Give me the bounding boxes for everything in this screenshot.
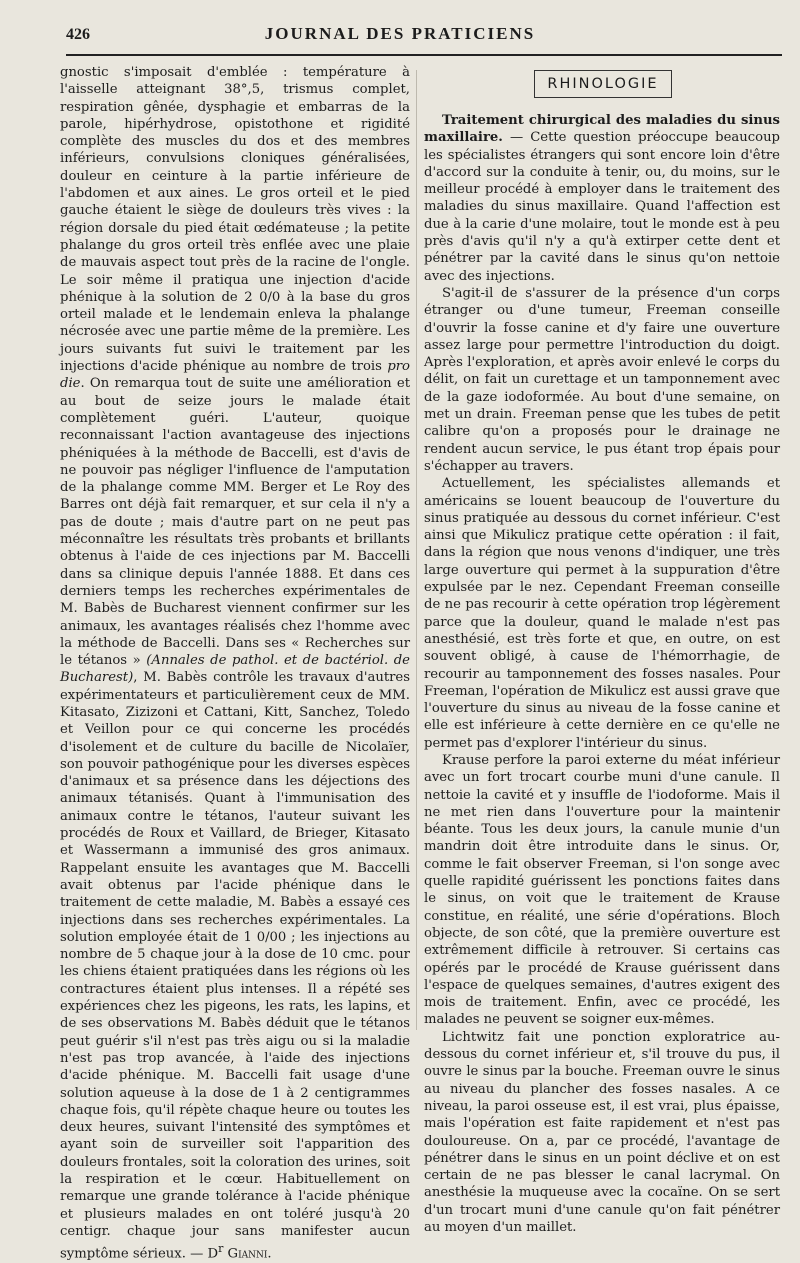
paragraph-text: — Cette question préoccupe beaucoup les spécialistes étrangers qui sont encore loin d'être d'accord sur la conduite à tenir, ou, du moins, sur le meilleur procédé à employer dans le traitement des maladies du sinus maxillaire. Quand l'affection est due à la carie d'une molaire, tout le monde est à peu près d'avis qu'il n'y a qu'à extirper cette dent et pénétrer par la cavité dans le sinus qu'on nettoie avec des injections.: [424, 130, 780, 284]
section-heading: RHINOLOGIE: [534, 70, 672, 98]
italic-phrase: pro die: [60, 359, 410, 392]
article-first-paragraph: [424, 112, 780, 285]
left-column: [60, 64, 410, 1262]
paragraph-text: , M. Babès contrôle les travaux d'autres expérimentateurs et particulièrement ceux de MM. Kitasato, Zizizoni et Cattani, Kitt, Sanchez, Toledo et Veillon pour ce qui concerne les procédés d'isolement et de culture du bacille de Nicolaïer, son pouvoir pathogénique pour les diverses espèces d'animaux et sa présence dans les déjections des animaux tétanisés. Quant à l'immunisation des animaux contre le tétanos, l'auteur suivant les procédés de Roux et Vaillard, de Brieger, Kitasato et Wassermann a immunisé des gros animaux. Rappelant ensuite les avantages que M. Baccelli avait obtenus par l'acide phénique dans le traitement de cette maladie, M. Babès a essayé ces injections dans ses recherches expérimentales. La solution employée était de 1 0/00 ; les injections au nombre de 5 chaque jour à la dose de 10 cmc. pour les chiens étaient pratiquées dans les régions où les contractures étaient plus intenses. Il a répété ses expériences chez les pigeons, les rats, les lapins, et de ses observations M. Babès déduit que le tétanos peut guérir s'il n'est pas très aigu ou si la maladie n'est pas trop avancée, à l'aide des injections d'acide phénique. M. Baccelli fait usage d'une solution aqueuse à la dose de 1 à 2 centigrammes chaque fois, qu'il répète chaque heure ou toutes les deux heures, suivant l'intensité des symptômes et ayant soin de surveiller soit l'apparition des douleurs frontales, soit la coloration des urines, soit la respiration et le cœur. Habituellement on remarque une grande tolérance à l'acide phénique et plusieurs malades en ont toléré jusqu'à 20 centigr. chaque jour sans manifester aucun symptôme sérieux. — D: [60, 670, 410, 1262]
journal-citation: (Annales de pathol. et de bactériol. de Bucharest): [60, 653, 410, 686]
paragraph: Actuellement, les spécialistes allemands et américains se louent beaucoup de l'ouverture du sinus pratiquée au dessous du cornet inférieur. C'est ainsi que Mikulicz pratique cette opération : il fait, dans la région que nous venons d'indiquer, une très large ouverture qui permet à la suppuration d'être expulsée par le nez. Cependant Freeman conseille de ne pas recourir à cette opération trop légèrement parce que la douleur, quand le malade n'est pas anesthésié, est très forte et que, en outre, on est souvent obligé, à cause de l'hémorrhagie, de recourir au tamponnement des fosses nasales. Pour Freeman, l'opération de Mikulicz est aussi grave que l'ouverture du sinus au niveau de la fosse canine et elle est inférieure à cette dernière en ce qu'elle ne permet pas d'explorer l'intérieur du sinus.: [424, 476, 780, 751]
signature-superscript: r: [218, 1242, 224, 1256]
page-header: [0, 0, 800, 60]
paragraph-text: gnostic s'imposait d'emblée : température à l'aisselle atteignant 38°,5, trismus complet, respiration gênée, dysphagie et embarras de la parole, hipérhydrose, opistothone et rigidité complète des muscles du dos et des membres inférieurs, convulsions cloniques généralisées, douleur en ceinture à la partie inférieure de l'abdomen et aux aines. Le gros orteil et le pied gauche étaient le siège de douleurs très vives : la région dorsale du pied était œdémateuse ; la petite phalange du gros orteil très enflée avec une plaie de mauvais aspect tout près de la racine de l'ongle. Le soir même il pratiqua une injection d'acide phénique à la solution de 2 0/0 à la base du gros orteil malade et le lendemain enleva la phalange nécrosée avec une partie même de la première. Les jours suivants fut suivi le traitement par les injections d'acide phénique au nombre de trois: [60, 65, 410, 375]
right-column: [424, 64, 780, 1235]
paragraph: Lichtwitz fait une ponction exploratrice au-dessous du cornet inférieur et, s'il trouve du pus, il ouvre le sinus par la bouche. Freeman ouvre le sinus au niveau du plancher des fosses nasales. A ce niveau, la paroi osseuse est, il est vrai, plus épaisse, mais l'opération est faite rapidement et n'est pas douloureuse. On a, par ce procédé, l'avantage de pénétrer dans le sinus en un point déclive et on est certain de ne pas blesser le canal lacrymal. On anesthésie la muqueuse avec la cocaïne. On se sert d'un trocart muni d'une canule qu'on fait pénétrer au moyen d'un maillet.: [424, 1029, 780, 1235]
running-title: JOURNAL DES PRATICIENS: [264, 24, 536, 43]
page-number: 426: [66, 26, 90, 43]
author-signature: Gianni.: [223, 1246, 272, 1262]
column-divider: [416, 70, 417, 1030]
header-rule: [66, 54, 782, 56]
tetanus-article-paragraph: [60, 64, 410, 1263]
paragraph: S'agit-il de s'assurer de la présence d'un corps étranger ou d'une tumeur, Freeman conseille d'ouvrir la fosse canine et d'y faire une ouverture assez large pour permettre l'introduction du doigt. Après l'exploration, et après avoir enlevé le corps du délit, on fait un curettage et un tamponnement avec de la gaze iodoformée. Au bout d'une semaine, on met un drain. Freeman pense que les tubes de petit calibre qu'on a proposés pour le drainage ne rendent aucun service, le pus étant trop épais pour s'échapper au travers.: [424, 285, 780, 474]
paragraph: Krause perfore la paroi externe du méat inférieur avec un fort trocart courbe muni d'une canule. Il nettoie la cavité et y insuffle de l'iodoforme. Mais il ne met rien dans l'ouverture pour la maintenir béante. Tous les deux jours, la canule munie d'un mandrin doit être introduite dans le sinus. Or, comme le fait observer Freeman, si l'on songe avec quelle rapidité guérissent les ponctions faites dans le sinus, on voit que le traitement de Krause constitue, en réalité, une série d'opérations. Bloch objecte, de son côté, que la première ouverture est extrêmement difficile à retrouver. Si certains cas opérés par le procédé de Krause guérissent dans l'espace de quelques semaines, d'autres exigent des mois de traitement. Enfin, avec ce procédé, les malades ne peuvent se soigner eux-mêmes.: [424, 752, 780, 1028]
article-title: Traitement chirurgical des maladies du sinus maxillaire.: [424, 113, 780, 146]
paragraph-text: . On remarqua tout de suite une amélioration et au bout de seize jours le malade était complètement guéri. L'auteur, quoique reconnaissant l'action avantageuse des injections phéniquées à la méthode de Baccelli, est d'avis de ne pouvoir pas négliger l'influence de l'amputation de la phalange comme MM. Berger et Le Roy des Barres ont déjà fait remarquer, et sur cela il n'y a pas de doute ; mais d'autre part on ne peut pas méconnaître les résultats très probants et brillants obtenus à l'aide de ces injections par M. Baccelli dans sa clinique depuis l'année 1888. Et dans ces derniers temps les recherches expérimentales de M. Babès de Bucharest viennent confirmer sur les animaux, les avantages réalisés chez l'homme avec la méthode de Baccelli. Dans ses « Recherches sur le tétanos »: [60, 376, 410, 669]
